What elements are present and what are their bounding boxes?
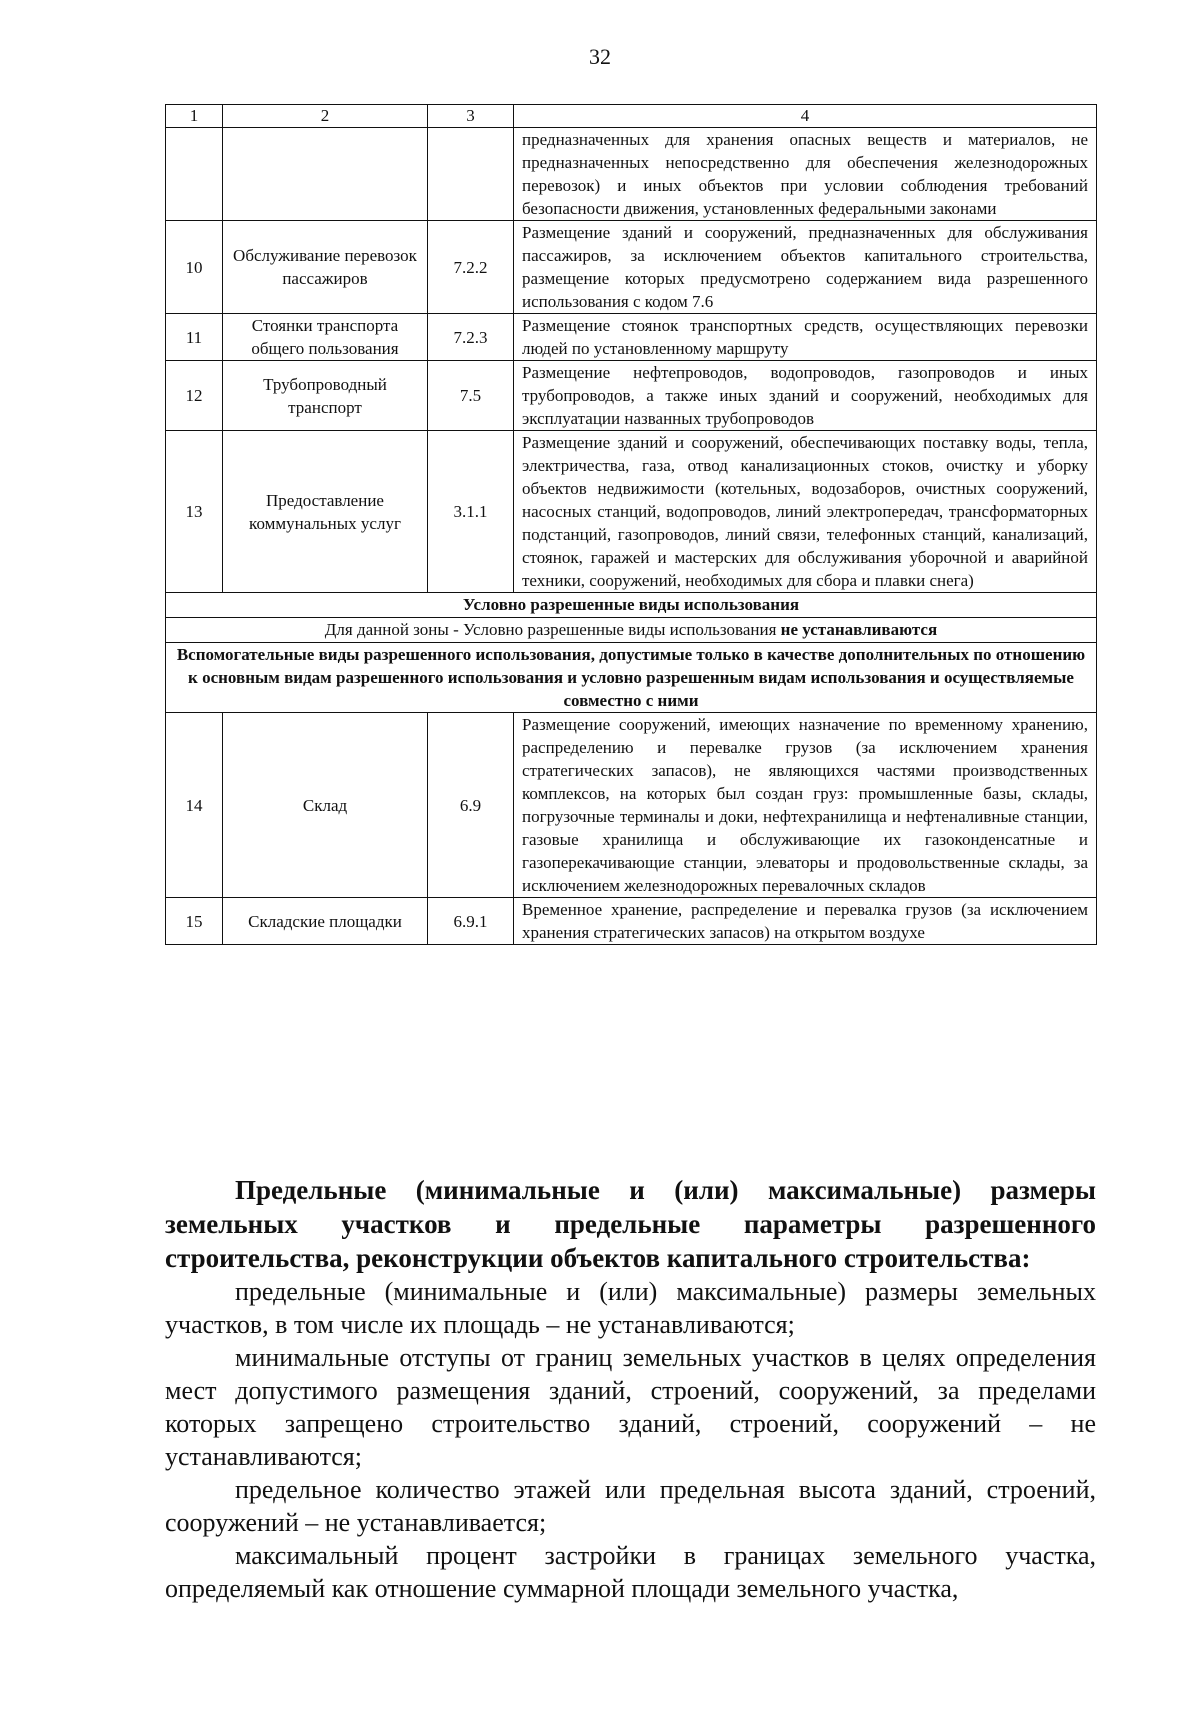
- paragraph: предельное количество этажей или предельная высота зданий, строений, сооружений – не устанавливается;: [165, 1475, 1096, 1537]
- row-number: 10: [166, 221, 223, 314]
- page-number: 32: [589, 44, 611, 69]
- row-number: 14: [166, 713, 223, 898]
- row-description: Размещение сооружений, имеющих назначение по временному хранению, распределению и перевалке грузов (за исключением хранения стратегических запасов), не являющихся частями производственных комплексов, на которых был создан груз: промышленные базы, склады, погрузочные терминалы и доки, нефтехранилища и нефтеналивные станции, газовые хранилища и обслуживающие их газоконденсатные и газоперекачивающие станции, элеваторы и продовольственные склады, за исключением железнодорожных перевалочных складов: [514, 713, 1097, 898]
- table-header-row: [166, 105, 1097, 128]
- row-description: предназначенных для хранения опасных веществ и материалов, не предназначенных непосредственно для обеспечения железнодорожных перевозок) и иных объектов при условии соблюдения требований безопасности движения, установленных федеральными законами: [514, 128, 1097, 221]
- row-number: 13: [166, 431, 223, 593]
- row-name: Обслуживание перевозок пассажиров: [223, 221, 428, 314]
- paragraph: максимальный процент застройки в границах земельного участка, определяемый как отношение суммарной площади земельного участка,: [165, 1541, 1096, 1603]
- header-cell: 4: [514, 105, 1097, 128]
- land-use-table: [165, 104, 1097, 945]
- row-name: [223, 128, 428, 221]
- row-number: 11: [166, 314, 223, 361]
- row-description: Размещение зданий и сооружений, обеспечивающих поставку воды, тепла, электричества, газа, отвод канализационных стоков, очистку и уборку объектов недвижимости (котельных, водозаборов, очистных сооружений, насосных станций, водопроводов, линий электропередач, трансформаторных подстанций, газопроводов, линий связи, телефонных станций, канализаций, стоянок, гаражей и мастерских для обслуживания уборочной и аварийной техники, сооружений, необходимых для сбора и плавки снега): [514, 431, 1097, 593]
- header-cell: 1: [166, 105, 223, 128]
- section-row: [166, 593, 1097, 618]
- row-number: 12: [166, 361, 223, 431]
- section-row: [166, 643, 1097, 713]
- row-code: 7.2.2: [428, 221, 514, 314]
- table-row: [166, 898, 1097, 945]
- paragraph: минимальные отступы от границ земельных участков в целях определения мест допустимого размещения зданий, строений, сооружений, за пределами которых запрещено строительство зданий, строений, сооружений – не устанавливаются;: [165, 1343, 1096, 1471]
- conditional-use-header: Условно разрешенные виды использования: [166, 593, 1097, 618]
- table-row: [166, 128, 1097, 221]
- row-description: Временное хранение, распределение и перевалка грузов (за исключением хранения стратегических запасов) на открытом воздухе: [514, 898, 1097, 945]
- table-row: [166, 361, 1097, 431]
- row-name: Трубопроводный транспорт: [223, 361, 428, 431]
- table-row: [166, 314, 1097, 361]
- row-description: Размещение стоянок транспортных средств, осуществляющих перевозки людей по установленному маршруту: [514, 314, 1097, 361]
- table-row: [166, 713, 1097, 898]
- conditional-use-note: [166, 618, 1097, 643]
- table-row: [166, 221, 1097, 314]
- row-code: 7.5: [428, 361, 514, 431]
- paragraph: предельные (минимальные и (или) максимальные) размеры земельных участков, в том числе их площадь – не устанавливаются;: [165, 1277, 1096, 1339]
- auxiliary-use-header: Вспомогательные виды разрешенного использования, допустимые только в качестве дополнительных по отношению к основным видам разрешенного использования и условно разрешенным видам использования и осуществляемые совместно с ними: [166, 643, 1097, 713]
- row-name: Складские площадки: [223, 898, 428, 945]
- conditional-note-text: Для данной зоны - Условно разрешенные виды использования: [324, 620, 781, 639]
- row-number: 15: [166, 898, 223, 945]
- section-heading: Предельные (минимальные и (или) максимальные) размеры земельных участков и предельные параметры разрешенного строительства, реконструкции объектов капитального строительства:: [165, 1175, 1096, 1273]
- row-name: Предоставление коммунальных услуг: [223, 431, 428, 593]
- header-cell: 2: [223, 105, 428, 128]
- conditional-note-bold: не устанавливаются: [780, 620, 938, 639]
- row-name: Стоянки транспорта общего пользования: [223, 314, 428, 361]
- row-description: Размещение нефтепроводов, водопроводов, газопроводов и иных трубопроводов, а также иных зданий и сооружений, необходимых для эксплуатации названных трубопроводов: [514, 361, 1097, 431]
- row-code: 6.9.1: [428, 898, 514, 945]
- row-name: Склад: [223, 713, 428, 898]
- section-row: [166, 618, 1097, 643]
- row-number: [166, 128, 223, 221]
- row-description: Размещение зданий и сооружений, предназначенных для обслуживания пассажиров, за исключением объектов капитального строительства, размещение которых предусмотрено содержанием вида разрешенного использования с кодом 7.6: [514, 221, 1097, 314]
- row-code: [428, 128, 514, 221]
- row-code: 7.2.3: [428, 314, 514, 361]
- table-row: [166, 431, 1097, 593]
- header-cell: 3: [428, 105, 514, 128]
- row-code: 3.1.1: [428, 431, 514, 593]
- row-code: 6.9: [428, 713, 514, 898]
